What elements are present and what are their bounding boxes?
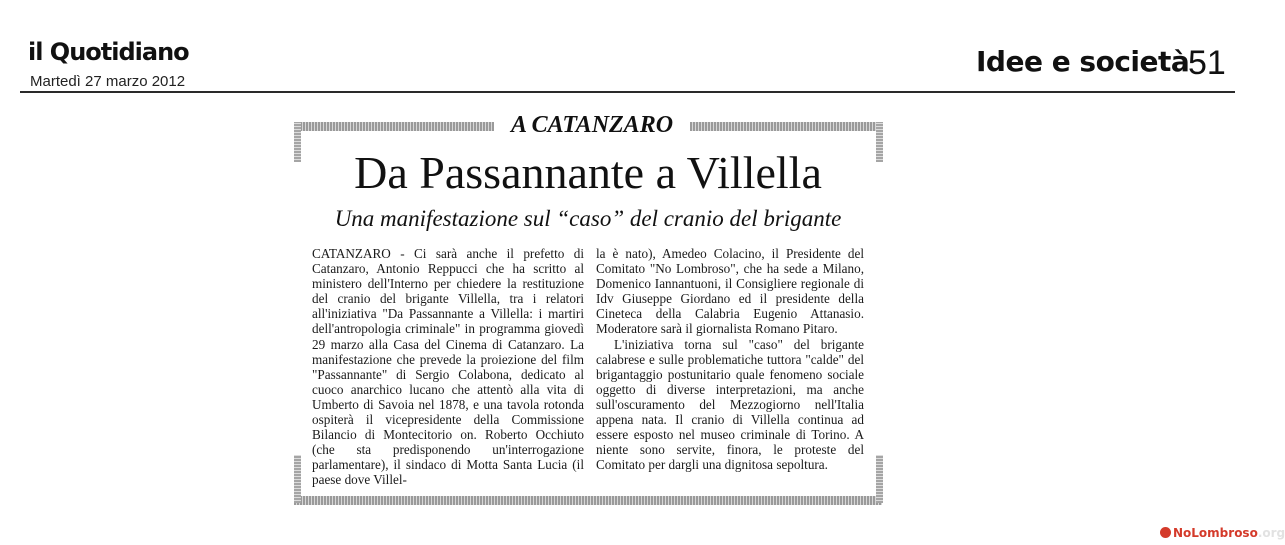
article-column-2: [596, 246, 864, 472]
newspaper-masthead: il Quotidiano: [28, 38, 189, 66]
frame-left-lower-rule: [294, 455, 301, 503]
article-column-1: [312, 246, 584, 488]
watermark-brand: NoLombroso: [1173, 526, 1258, 540]
watermark-tld: .org: [1257, 526, 1285, 540]
frame-right-rule: [876, 122, 883, 162]
frame-top-left-rule: [294, 122, 494, 131]
no-entry-icon: [1160, 527, 1171, 538]
frame-right-lower-rule: [876, 455, 883, 503]
article-subhead: Una manifestazione sul “caso” del cranio del brigante: [334, 206, 842, 231]
frame-bottom-rule: [294, 496, 882, 505]
frame-top-right-rule: [690, 122, 882, 131]
header-rule: [20, 91, 1235, 93]
source-watermark: [1160, 527, 1285, 539]
column-1-paragraph: CATANZARO - Ci sarà anche il prefetto di Catanzaro, Antonio Reppucci che ha scritto al ministero dell'Interno per chiedere la restituzione del cranio del brigante Villella, tra i relatori all'iniziativa "Da Passannante a Villella: i martiri dell'antropologia criminale" in programma giovedì 29 marzo alla Casa del Cinema di Catanzaro. La manifestazione che prevede la proiezione del film "Passannante" di Sergio Colabona, dedicato al cuoco anarchico lucano che attentò alla vita di Umberto di Savoia nel 1878, e una tavola rotonda ospiterà il vicepresidente della Commissione Bilancio di Montecitorio on. Roberto Occhiuto (che sta predisponendo un'interrogazione parlamentare), il sindaco di Motta Santa Lucia (il paese dove Villel-: [312, 246, 584, 488]
section-title: Idee e società: [976, 45, 1190, 78]
article-kicker: A CATANZARO: [510, 112, 674, 138]
column-2-paragraph-1: la è nato), Amedeo Colacino, il Presidente del Comitato "No Lombroso", che ha sede a Milano, Domenico Iannantuoni, il Consigliere regionale di Idv Giuseppe Giordano ed il presidente della Cineteca della Calabria Eugenio Attanasio. Moderatore sarà il giornalista Romano Pitaro.: [596, 246, 864, 337]
page-number: 51: [1188, 44, 1226, 82]
column-2-paragraph-2: L'iniziativa torna sul "caso" del brigante calabrese e sulle problematiche tuttora "calde" del brigantaggio postunitario quale fenomeno sociale oggetto di diverse interpretazioni, ma anche sull'oscuramento del Mezzogiorno nell'Italia appena nata. Il cranio di Villella continua ad essere esposto nel museo criminale di Torino. A niente sono servite, finora, le proteste del Comitato per dargli una dignitosa sepoltura.: [596, 336, 864, 473]
publication-date: Martedì 27 marzo 2012: [30, 73, 186, 90]
article-headline: Da Passannante a Villella: [354, 147, 822, 198]
